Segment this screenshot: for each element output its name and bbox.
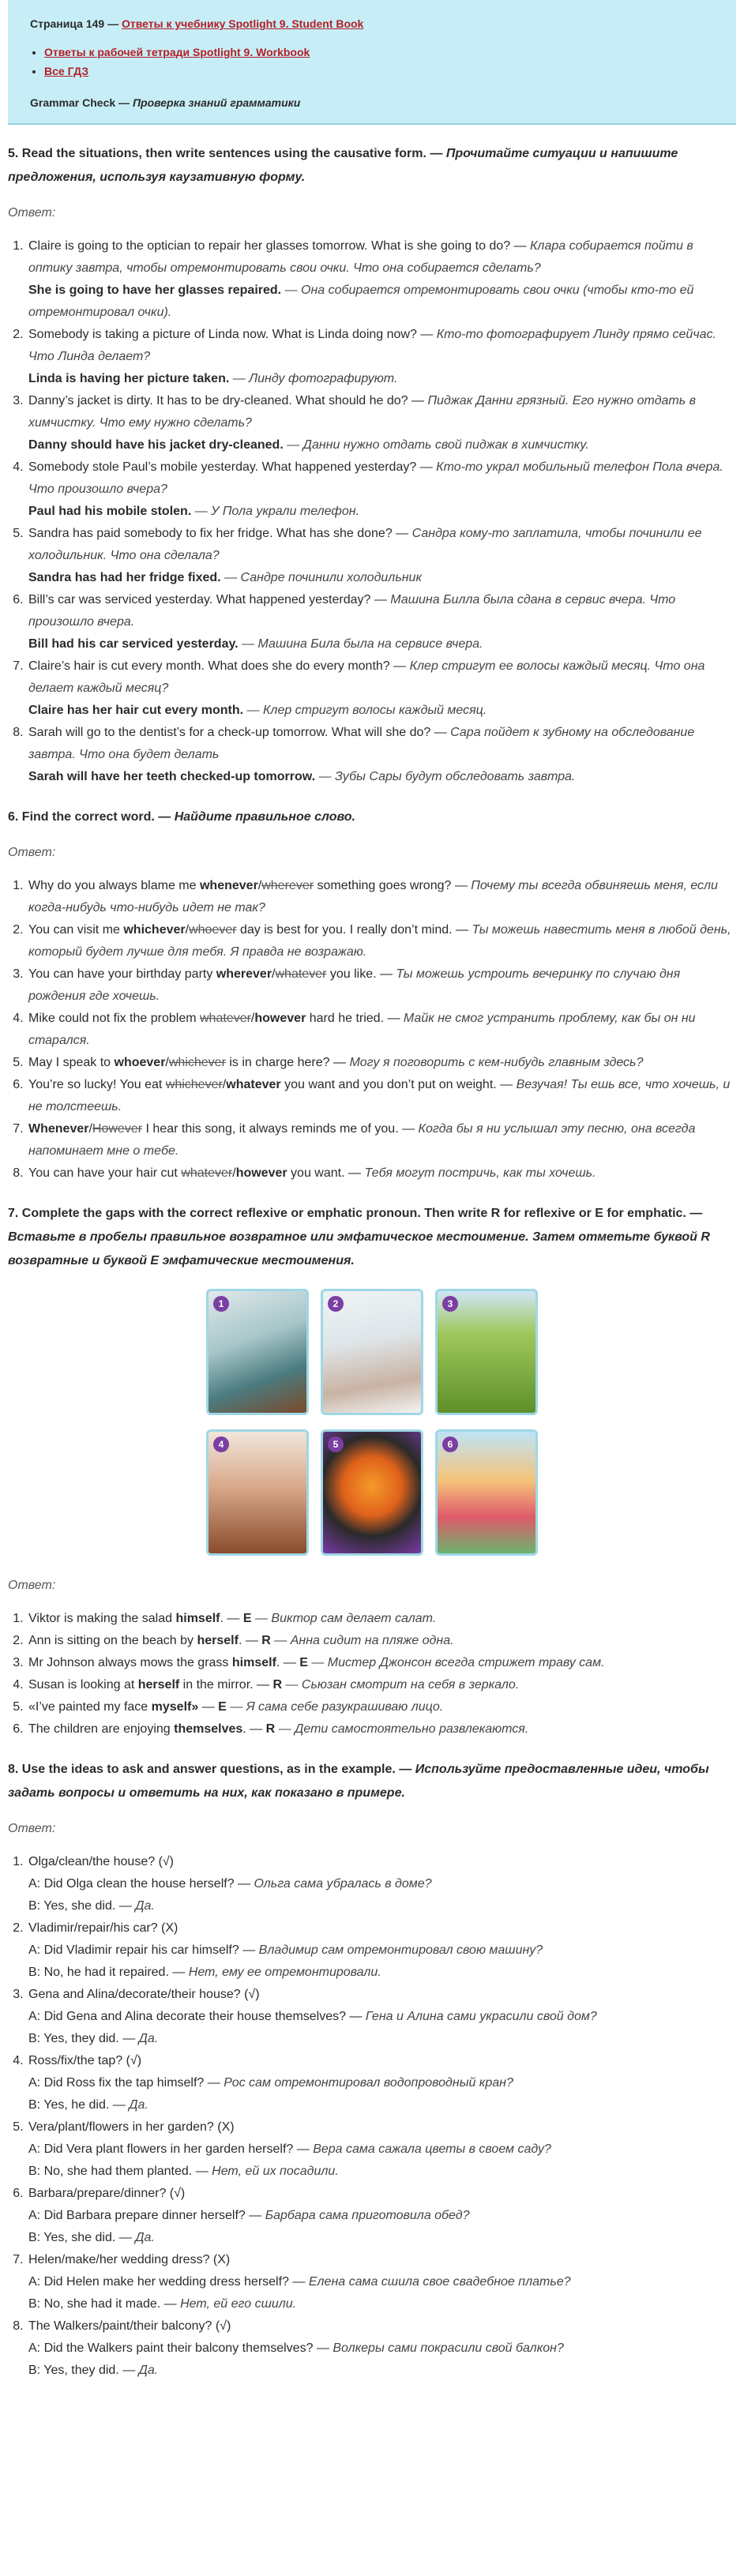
answer-text: Sandra has had her fridge fixed. — [28, 571, 221, 584]
answer-text: B: Yes, she did. — — [28, 2231, 136, 2244]
sentence-end: day is best for you. I really don’t mind. — — [236, 923, 472, 937]
sentence-start: You can have your birthday party — [28, 967, 216, 981]
question-translation: Сара пойдет к зубному на обследование завтра. Что она будет делать — [28, 726, 695, 761]
sentence-start: You can visit me — [28, 923, 124, 937]
answer-translation: Да. — [138, 2364, 159, 2377]
grammar-title: Grammar Check — — [30, 96, 133, 109]
list-item — [27, 1696, 736, 1718]
pronoun-type: E — [299, 1656, 308, 1669]
answer-text: B: No, he had it repaired. — — [28, 1966, 189, 1979]
correct-word: whichever — [123, 923, 186, 937]
sentence-start: Susan is looking at — [28, 1678, 138, 1692]
grammar-check-title — [30, 93, 714, 112]
cue-text: Vladimir/repair/his car? (X) — [28, 1921, 178, 1935]
answer-text: She is going to have her glasses repaired. — [28, 284, 282, 297]
translation: Могу я поговорить с кем-нибудь главным здесь? — [349, 1056, 644, 1069]
photo-mowing — [435, 1289, 538, 1415]
question-translation: Вера сама сажала цветы в своем саду? — [313, 2142, 551, 2156]
question-text: Danny’s jacket is dirty. It has to be dry-cleaned. What should he do? — — [28, 394, 428, 407]
answer-text: Bill had his car serviced yesterday. — [28, 637, 239, 651]
answer-line — [28, 2161, 736, 2183]
sentence-end: — — [198, 1700, 219, 1714]
list-item — [27, 1008, 736, 1052]
photo-face-paint — [321, 1429, 423, 1556]
photo-number: 3 — [442, 1296, 458, 1312]
answer-line — [28, 2360, 736, 2382]
list-item — [27, 1674, 736, 1696]
answer-translation: Да. — [135, 1899, 155, 1913]
answer-translation: — Линду фотографируют. — [229, 372, 398, 385]
list-item — [27, 2249, 736, 2315]
pronoun-type: E — [242, 1612, 252, 1625]
page-line — [30, 14, 714, 33]
list-item — [27, 1718, 736, 1740]
list-item — [27, 919, 736, 963]
list-item — [27, 655, 736, 722]
list-item — [27, 1630, 736, 1652]
translation: — Мистер Джонсон всегда стрижет траву сам. — [307, 1656, 605, 1669]
answer-text: B: Yes, he did. — — [28, 2098, 130, 2112]
sentence-start: «I’ve painted my face — [28, 1700, 152, 1714]
answer-text: B: No, she had them planted. — — [28, 2165, 212, 2178]
wrong-word: wherever — [261, 879, 314, 892]
question-text: A: Did Vera plant flowers in her garden herself? — — [28, 2142, 314, 2156]
student-book-link[interactable]: Ответы к учебнику Spotlight 9. Student Book — [121, 17, 364, 30]
sentence-end: you like. — — [326, 967, 396, 981]
word-separator: / — [232, 1166, 236, 1180]
answer-line — [28, 2028, 736, 2050]
correct-word: whenever — [199, 879, 258, 892]
question-text: Claire is going to the optician to repair her glasses tomorrow. What is she going to do? — — [28, 239, 530, 253]
list-item — [27, 1917, 736, 1984]
ex7-title-en: 7. Complete the gaps with the correct reflexive or emphatic pronoun. Then write R for reflexive or E for emphatic. — — [8, 1207, 703, 1220]
translation: — Анна сидит на пляже одна. — [270, 1634, 454, 1647]
sentence-end: in the mirror. — — [179, 1678, 273, 1692]
translation: Тебя могут постричь, как ты хочешь. — [364, 1166, 596, 1180]
list-item — [27, 324, 736, 390]
list-item — [27, 875, 736, 919]
answer-translation: — Данни нужно отдать свой пиджак в химчистку. — [283, 438, 589, 452]
question-line — [28, 2006, 736, 2028]
answer-line — [28, 280, 736, 324]
answer-text: Paul had his mobile stolen. — [28, 505, 192, 518]
word-separator: / — [185, 923, 190, 937]
answer-text: Sarah will have her teeth checked-up tomorrow. — [28, 770, 316, 783]
ex5-list — [8, 235, 736, 788]
word-separator: / — [165, 1056, 169, 1069]
answer-line — [28, 633, 736, 655]
wrong-word: whichever — [165, 1078, 223, 1091]
photo-cooking — [206, 1289, 309, 1415]
wrong-word: whatever — [181, 1166, 233, 1180]
cue-text: Helen/make/her wedding dress? (X) — [28, 2253, 231, 2266]
answer-translation: — У Пола украли телефон. — [191, 505, 360, 518]
answer-translation: Да. — [129, 2098, 148, 2112]
question-translation: Пиджак Данни грязный. Его нужно отдать в химчистку. Что ему нужно сделать? — [28, 394, 696, 430]
sentence-end: I hear this song, it always reminds me of you. — — [142, 1122, 419, 1136]
photo-beach — [321, 1289, 423, 1415]
list-item — [27, 1851, 736, 1917]
question-translation: Сандра кому-то заплатила, чтобы починили ее холодильник. Что она сделала? — [28, 527, 702, 562]
question-text: A: Did Ross fix the tap himself? — — [28, 2076, 224, 2090]
question-line — [28, 2338, 736, 2360]
question-line — [28, 2139, 736, 2161]
wrong-word: whoever — [189, 923, 237, 937]
sentence-start: Ann is sitting on the beach by — [28, 1634, 197, 1647]
ex7-list — [8, 1608, 736, 1740]
sentence-start: You’re so lucky! You eat — [28, 1078, 166, 1091]
translation: — Дети самостоятельно развлекаются. — [275, 1722, 529, 1736]
pronoun-type: R — [272, 1678, 283, 1692]
sentence-start: Viktor is making the salad — [28, 1612, 176, 1625]
correct-word: whatever — [226, 1078, 281, 1091]
answer-translation: Нет, ей его сшили. — [180, 2297, 297, 2311]
question-text: A: Did the Walkers paint their balcony themselves? — — [28, 2341, 333, 2355]
sentence-start: You can have your hair cut — [28, 1166, 182, 1180]
correct-word: however — [235, 1166, 287, 1180]
pronoun: themselves — [174, 1722, 243, 1736]
answer-line — [28, 2227, 736, 2249]
ex7-title — [8, 1202, 736, 1273]
list-item — [27, 1652, 736, 1674]
ex6-title-en: 6. Find the correct word. — — [8, 810, 175, 824]
list-item — [27, 1052, 736, 1074]
question-translation: Машина Билла была сдана в сервис вчера. Что произошло вчера. — [28, 593, 676, 629]
question-line — [28, 1873, 736, 1895]
list-item — [27, 1608, 736, 1630]
question-text: A: Did Barbara prepare dinner herself? — — [28, 2209, 265, 2222]
answer-translation: Нет, ей их посадили. — [212, 2165, 339, 2178]
ex8-title — [8, 1758, 736, 1805]
list-item — [27, 2116, 736, 2183]
answer-label: Ответ: — [8, 206, 56, 220]
translation: Когда бы я ни услышал эту песню, она всегда напоминает мне о тебе. — [28, 1122, 696, 1158]
sentence-start: May I speak to — [28, 1056, 115, 1069]
answer-text: Claire has her hair cut every month. — [28, 704, 244, 717]
sentence-start: The children are enjoying — [28, 1722, 175, 1736]
question-translation: Клара собирается пойти в оптику завтра, чтобы отремонтировать свои очки. Что она собирается сделать? — [28, 239, 693, 275]
word-separator: / — [272, 967, 276, 981]
pronoun-type: R — [265, 1722, 276, 1736]
word-separator: / — [222, 1078, 227, 1091]
ex5-title — [8, 142, 736, 190]
sentence-end: you want and you don’t put on weight. — — [280, 1078, 517, 1091]
list-item — [27, 2315, 736, 2382]
answer-line — [28, 434, 736, 456]
answer-text: Linda is having her picture taken. — [28, 372, 230, 385]
answer-translation: — Зубы Сары будут обследовать завтра. — [315, 770, 576, 783]
cue-text: Gena and Alina/decorate/their house? (√) — [28, 1988, 260, 2001]
photo-children-party — [435, 1429, 538, 1556]
answer-translation: — Клер стригут волосы каждый месяц. — [243, 704, 487, 717]
sentence-start: Mike could not fix the problem — [28, 1012, 200, 1025]
cue-text: Barbara/prepare/dinner? (√) — [28, 2187, 186, 2200]
answer-text: B: Yes, they did. — — [28, 2032, 139, 2045]
cue-text: Vera/plant/flowers in her garden? (X) — [28, 2120, 235, 2134]
ex6-list — [8, 875, 736, 1185]
answer-text: B: Yes, they did. — — [28, 2364, 139, 2377]
wrong-word: whatever — [200, 1012, 251, 1025]
translation: Ты можешь устроить вечеринку по случаю дня рождения где хочешь. — [28, 967, 681, 1003]
all-gdz-link[interactable]: Все ГДЗ — [44, 65, 89, 77]
word-separator: / — [250, 1012, 255, 1025]
question-translation: Барбара сама приготовила обед? — [265, 2209, 470, 2222]
question-line — [28, 2072, 736, 2094]
answer-translation: — Она собирается отремонтировать свои очки (чтобы кто-то ей отремонтировал очки). — [28, 284, 694, 319]
question-text: A: Did Vladimir repair his car himself? — — [28, 1943, 259, 1957]
pronoun: herself — [137, 1678, 180, 1692]
photo-number: 6 — [442, 1436, 458, 1452]
list-item — [27, 1162, 736, 1185]
question-text: Sarah will go to the dentist’s for a check-up tomorrow. What will she do? — — [28, 726, 451, 739]
answer-translation: Да. — [138, 2032, 159, 2045]
list-item — [27, 589, 736, 655]
list-item — [27, 1118, 736, 1162]
ex7-title-ru: Вставьте в пробелы правильное возвратное или эмфатическое местоимение. Затем отметьте буквой R возвратные и буквой E эмфатические местоимения. — [8, 1230, 710, 1267]
question-line — [28, 2271, 736, 2293]
translation: Ты можешь навестить меня в любой день, который будет лучше для тебя. Я правда не возражаю. — [28, 923, 731, 959]
grammar-subtitle: Проверка знаний грамматики — [132, 96, 301, 109]
correct-word: wherever — [216, 967, 272, 981]
question-text: A: Did Helen make her wedding dress herself? — — [28, 2275, 309, 2289]
question-translation: Рос сам отремонтировал водопроводный кран? — [224, 2076, 513, 2090]
question-translation: Елена сама сшила свое свадебное платье? — [308, 2275, 571, 2289]
translation: — Сьюзан смотрит на себя в зеркало. — [282, 1678, 520, 1692]
word-separator: / — [257, 879, 262, 892]
page-prefix: Страница 149 — — [30, 17, 122, 30]
related-link-item — [44, 62, 714, 81]
pronoun: myself» — [151, 1700, 199, 1714]
translation: Почему ты всегда обвиняешь меня, если когда-нибудь что-нибудь идет не так? — [28, 879, 718, 914]
answer-text: Danny should have his jacket dry-cleaned. — [28, 438, 284, 452]
correct-word: whoever — [114, 1056, 166, 1069]
question-translation: Ольга сама убралась в доме? — [254, 1877, 432, 1891]
pronoun-type: R — [261, 1634, 271, 1647]
sentence-start: Why do you always blame me — [28, 879, 200, 892]
ex5-title-en: 5. Read the situations, then write sentences using the causative form. — — [8, 147, 446, 160]
word-separator: / — [88, 1122, 92, 1136]
answer-translation: — Сандре починили холодильник — [220, 571, 422, 584]
ex8-list — [8, 1851, 736, 2382]
pronoun: himself — [231, 1656, 276, 1669]
ex6-title-ru: Найдите правильное слово. — [174, 810, 355, 824]
answer-text: B: Yes, she did. — — [28, 1899, 136, 1913]
pronoun: himself — [175, 1612, 220, 1625]
answer-label: Ответ: — [8, 1579, 56, 1592]
cue-text: Ross/fix/the tap? (√) — [28, 2054, 142, 2067]
translation: Везучая! Ты ешь все, что хочешь, и не толстеешь. — [28, 1078, 731, 1113]
pronoun: herself — [197, 1634, 239, 1647]
answer-line — [28, 766, 736, 788]
answer-line — [28, 1962, 736, 1984]
related-links — [30, 43, 714, 81]
list-item — [27, 390, 736, 456]
answer-translation: Да. — [135, 2231, 155, 2244]
answer-line — [28, 501, 736, 523]
cue-text: The Walkers/paint/their balcony? (√) — [28, 2319, 231, 2333]
list-item — [27, 1984, 736, 2050]
pronoun-type: E — [218, 1700, 227, 1714]
photo-number: 2 — [328, 1296, 344, 1312]
list-item — [27, 722, 736, 788]
answer-text: B: No, she had it made. — — [28, 2297, 181, 2311]
sentence-end: . — — [220, 1612, 243, 1625]
photo-grid — [206, 1289, 538, 1556]
question-line — [28, 2205, 736, 2227]
question-translation: Клер стригут ее волосы каждый месяц. Что она делает каждый месяц? — [28, 659, 705, 695]
photo-number: 1 — [213, 1296, 229, 1312]
sentence-end: something goes wrong? — — [314, 879, 472, 892]
question-translation: Кто-то украл мобильный телефон Пола вчера. Что произошло вчера? — [28, 460, 723, 496]
info-box — [8, 0, 736, 125]
answer-label: Ответ: — [8, 1822, 56, 1835]
answer-line — [28, 2094, 736, 2116]
answer-line — [28, 700, 736, 722]
related-link-item — [44, 43, 714, 62]
workbook-link[interactable]: Ответы к рабочей тетради Spotlight 9. Workbook — [44, 46, 310, 58]
answer-translation: Нет, ему ее отремонтировали. — [188, 1966, 381, 1979]
question-text: Claire’s hair is cut every month. What does she do every month? — — [28, 659, 410, 673]
question-text: Somebody is taking a picture of Linda now. What is Linda doing now? — — [28, 328, 437, 341]
question-line — [28, 1940, 736, 1962]
sentence-end: . — — [276, 1656, 300, 1669]
wrong-word: whichever — [168, 1056, 226, 1069]
answer-line — [28, 1895, 736, 1917]
correct-word: however — [254, 1012, 306, 1025]
question-text: A: Did Gena and Alina decorate their house themselves? — — [28, 2010, 366, 2023]
translation: — Виктор сам делает салат. — [251, 1612, 437, 1625]
question-translation: Владимир сам отремонтировал свою машину? — [258, 1943, 543, 1957]
wrong-word: However — [92, 1122, 143, 1136]
question-text: Sandra has paid somebody to fix her fridge. What has she done? — — [28, 527, 412, 540]
answer-label: Ответ: — [8, 846, 56, 859]
question-text: A: Did Olga clean the house herself? — — [28, 1877, 254, 1891]
answer-line — [28, 2293, 736, 2315]
answer-line — [28, 368, 736, 390]
question-text: Bill’s car was serviced yesterday. What happened yesterday? — — [28, 593, 391, 606]
ex8-title-en: 8. Use the ideas to ask and answer questions, as in the example. — — [8, 1763, 415, 1776]
answer-line — [28, 567, 736, 589]
list-item — [27, 2183, 736, 2249]
photo-number: 4 — [213, 1436, 229, 1452]
list-item — [27, 456, 736, 523]
list-item — [27, 523, 736, 589]
sentence-start: Mr Johnson always mows the grass — [28, 1656, 232, 1669]
sentence-end: is in charge here? — — [225, 1056, 350, 1069]
question-translation: Кто-то фотографирует Линду прямо сейчас. Что Линда делает? — [28, 328, 716, 363]
photo-number: 5 — [328, 1436, 344, 1452]
question-translation: Волкеры сами покрасили свой балкон? — [333, 2341, 564, 2355]
correct-word: Whenever — [28, 1122, 89, 1136]
translation: — Я сама себе разукрашиваю лицо. — [226, 1700, 444, 1714]
sentence-end: you want. — — [287, 1166, 365, 1180]
ex5-title-ru: Прочитайте ситуации и напишите предложения, используя каузативную форму. — [8, 147, 678, 184]
question-translation: Гена и Алина сами украсили свой дом? — [365, 2010, 597, 2023]
list-item — [27, 963, 736, 1008]
wrong-word: whatever — [275, 967, 327, 981]
sentence-end: . — — [242, 1722, 266, 1736]
sentence-end: . — — [238, 1634, 262, 1647]
sentence-end: hard he tried. — — [306, 1012, 404, 1025]
ex8-title-ru: Используйте предоставленные идеи, чтобы задать вопросы и ответить на них, как показано в примере. — [8, 1763, 709, 1800]
cue-text: Olga/clean/the house? (√) — [28, 1855, 174, 1868]
answer-translation: — Машина Била была на сервисе вчера. — [238, 637, 483, 651]
ex6-title — [8, 805, 736, 829]
list-item — [27, 2050, 736, 2116]
list-item — [27, 235, 736, 324]
translation: Майк не смог устранить проблему, как бы он ни старался. — [28, 1012, 696, 1047]
photo-mirror — [206, 1429, 309, 1556]
list-item — [27, 1074, 736, 1118]
question-text: Somebody stole Paul’s mobile yesterday. What happened yesterday? — — [28, 460, 437, 474]
